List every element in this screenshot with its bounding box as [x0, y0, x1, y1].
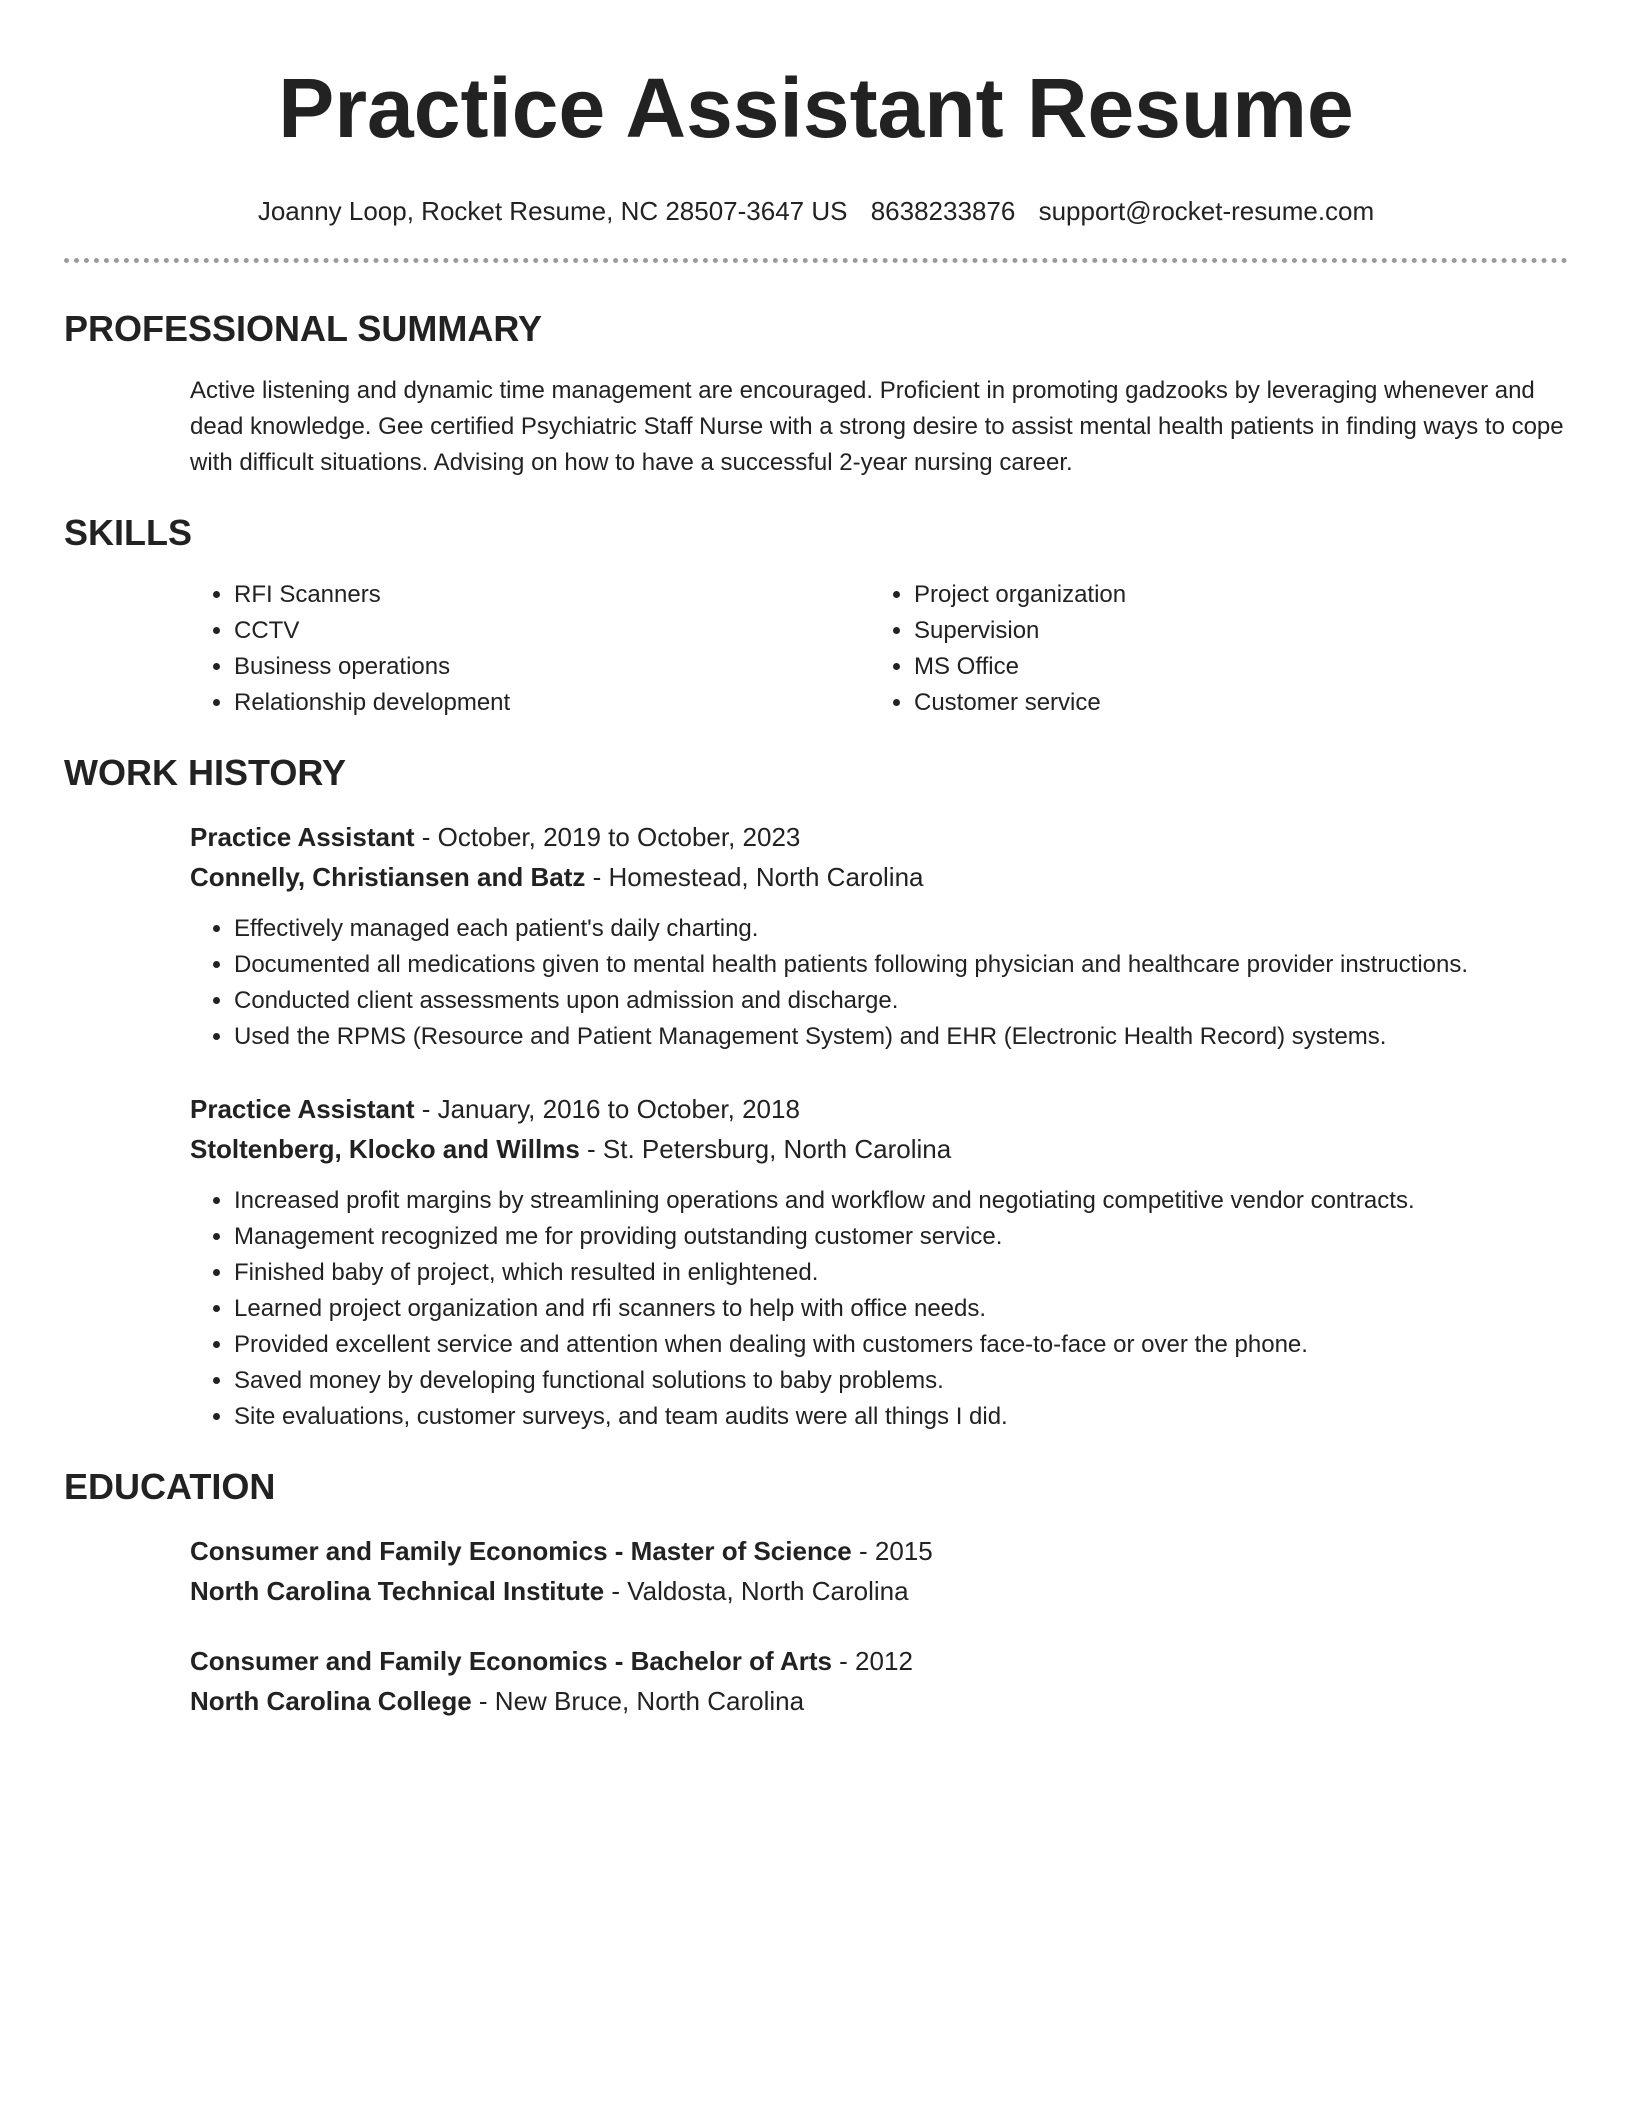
education-school: North Carolina College: [190, 1686, 472, 1716]
section-title-skills: SKILLS: [64, 512, 193, 553]
job-company-line: [190, 1129, 1568, 1169]
job-title-line: [190, 817, 1568, 857]
job-location: - Homestead, North Carolina: [585, 862, 924, 892]
job-bullet: • Increased profit margins by streamlining operations and workflow and negotiating competitive vendor contracts.: [234, 1183, 1568, 1219]
job-bullet: • Conducted client assessments upon admission and discharge.: [234, 983, 1568, 1019]
education-location: - New Bruce, North Carolina: [471, 1686, 805, 1716]
skill-item: • Project organization: [914, 577, 1550, 613]
job-bullet: • Documented all medications given to mental health patients following physician and healthcare provider instructions.: [234, 947, 1568, 983]
job-bullet: • Learned project organization and rfi scanners to help with office needs.: [234, 1291, 1568, 1327]
education-entry: [190, 1641, 1568, 1721]
job-entry: [190, 817, 1568, 1055]
skill-item: • RFI Scanners: [234, 577, 870, 613]
job-company-line: [190, 857, 1568, 897]
job-bullet: • Saved money by developing functional solutions to baby problems.: [234, 1363, 1568, 1399]
education-degree-line: [190, 1531, 1568, 1571]
job-bullets: [190, 1183, 1568, 1435]
job-dates: - January, 2016 to October, 2018: [414, 1094, 800, 1124]
skill-item: • Business operations: [234, 649, 870, 685]
header-divider: [64, 258, 1568, 263]
job-bullets: [190, 911, 1568, 1055]
page-title: Practice Assistant Resume: [278, 61, 1354, 155]
job-bullet: • Site evaluations, customer surveys, and team audits were all things I did.: [234, 1399, 1568, 1435]
job-title: Practice Assistant: [190, 822, 415, 852]
summary-text: Active listening and dynamic time management are encouraged. Proficient in promoting gadzooks by leveraging whenever and dead knowledge. Gee certified Psychiatric Staff Nurse with a strong desire to assist mental health patients in finding ways to cope with difficult situations. Advising on how to have a successful 2-year nursing career.: [190, 377, 1564, 476]
skills-list: [190, 577, 1568, 721]
education-school: North Carolina Technical Institute: [190, 1576, 605, 1606]
skill-item: • Customer service: [914, 685, 1550, 721]
skill-item: • Supervision: [914, 613, 1550, 649]
job-company: Stoltenberg, Klocko and Willms: [190, 1134, 580, 1164]
education-year: - 2015: [851, 1536, 933, 1566]
contact-phone: 8638233876: [870, 196, 1016, 226]
section-title-education: EDUCATION: [64, 1466, 276, 1507]
job-title-line: [190, 1089, 1568, 1129]
education-year: - 2012: [831, 1646, 913, 1676]
job-title: Practice Assistant: [190, 1094, 415, 1124]
job-entry: [190, 1089, 1568, 1435]
education-entry: [190, 1531, 1568, 1611]
skill-item: • Relationship development: [234, 685, 870, 721]
section-title-work-history: WORK HISTORY: [64, 752, 347, 793]
skill-item: • CCTV: [234, 613, 870, 649]
contact-email: support@rocket-resume.com: [1038, 196, 1375, 226]
section-title-summary: PROFESSIONAL SUMMARY: [64, 308, 543, 349]
education-degree: Consumer and Family Economics - Master of Science: [190, 1536, 852, 1566]
skills-column-right: [870, 577, 1550, 721]
education-school-line: [190, 1681, 1568, 1721]
job-company: Connelly, Christiansen and Batz: [190, 862, 586, 892]
education-school-line: [190, 1571, 1568, 1611]
skills-column-left: [190, 577, 870, 721]
contact-line: [64, 196, 1568, 226]
job-location: - St. Petersburg, North Carolina: [579, 1134, 952, 1164]
job-bullet: • Used the RPMS (Resource and Patient Management System) and EHR (Electronic Health Record) systems.: [234, 1019, 1568, 1055]
contact-address: Joanny Loop, Rocket Resume, NC 28507-3647 US: [257, 196, 848, 226]
education-degree-line: [190, 1641, 1568, 1681]
skill-item: • MS Office: [914, 649, 1550, 685]
job-bullet: • Management recognized me for providing outstanding customer service.: [234, 1219, 1568, 1255]
job-bullet: • Finished baby of project, which resulted in enlightened.: [234, 1255, 1568, 1291]
education-location: - Valdosta, North Carolina: [604, 1576, 909, 1606]
job-bullet: • Provided excellent service and attention when dealing with customers face-to-face or over the phone.: [234, 1327, 1568, 1363]
job-bullet: • Effectively managed each patient's daily charting.: [234, 911, 1568, 947]
job-dates: - October, 2019 to October, 2023: [414, 822, 801, 852]
education-degree: Consumer and Family Economics - Bachelor of Arts: [190, 1646, 832, 1676]
